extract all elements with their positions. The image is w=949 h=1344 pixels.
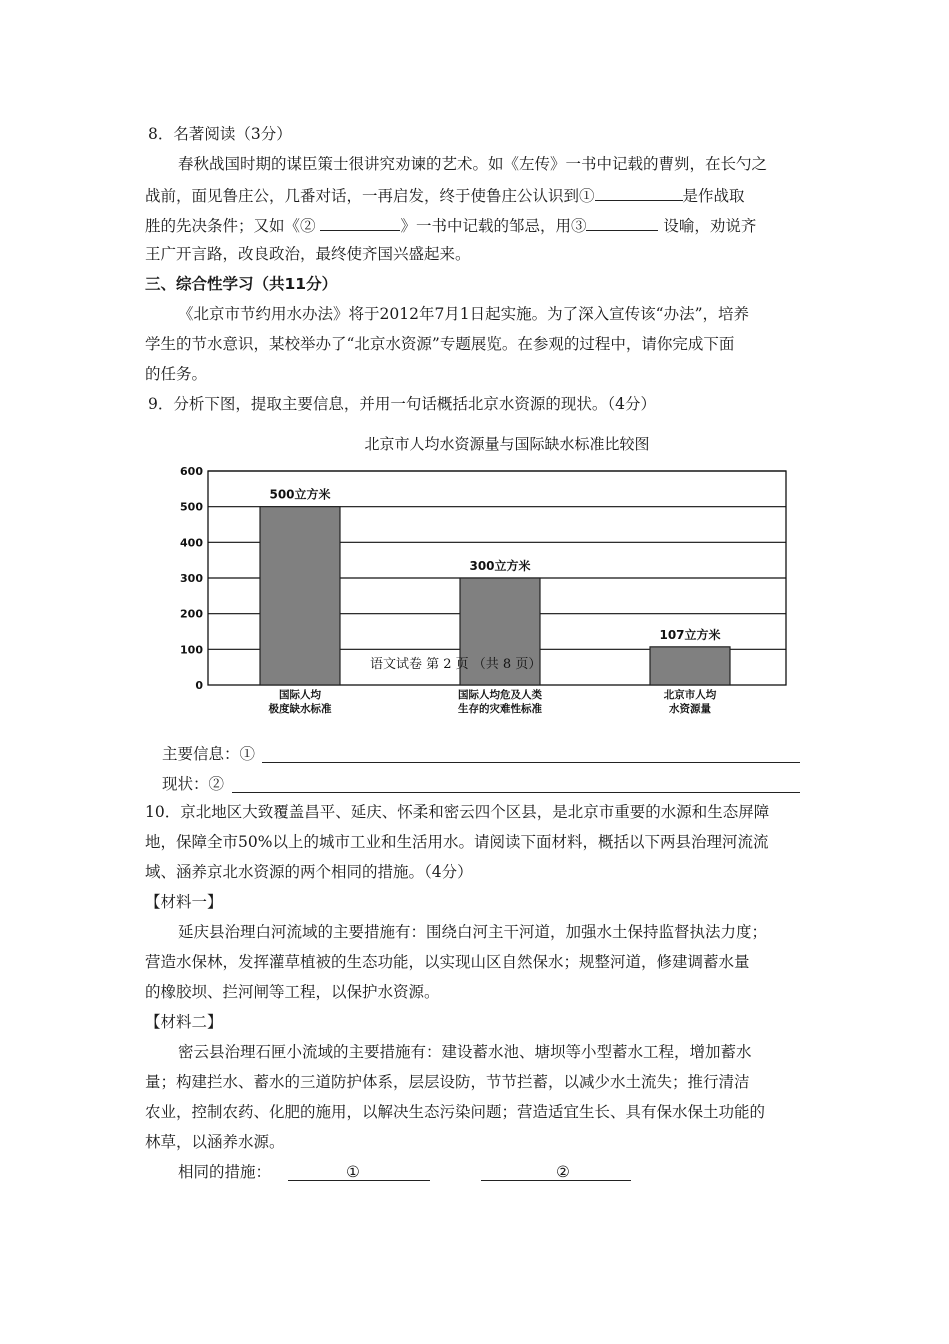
- y-tick-label-300: 300: [180, 572, 203, 585]
- x-tick-label-2-0: 北京市人均: [663, 689, 717, 701]
- y-tick-label-100: 100: [180, 643, 203, 657]
- chart-title: 北京市人均水资源量与国际缺水标准比较图: [364, 435, 650, 453]
- page-footer-overlay: 语文试卷 第 2 页 （共 8 页）: [370, 657, 542, 672]
- same-num-1: ①: [346, 1163, 360, 1181]
- m1-line-2: 营造水保林，发挥灌草植被的生态功能，以实现山区自然保水；规整河道，修建调蓄水量: [145, 953, 750, 971]
- info-answer-line[interactable]: [262, 762, 800, 763]
- m2-line-3: 农业，控制农药、化肥的施用，以解决生态污染问题；营造适宜生长、具有保水保土功能的: [145, 1103, 766, 1121]
- q8-line-2-text: 战前，面见鲁庄公，几番对话，一再启发，终于使鲁庄公认识到①: [145, 187, 595, 205]
- status-label: 现状：②: [162, 775, 225, 793]
- intro-line-1: 《北京市节约用水办法》将于2012年7月1日起实施。为了深入宣传该“办法”，培养: [178, 305, 750, 323]
- bar-2: [650, 647, 730, 685]
- water-chart: [160, 425, 800, 725]
- info-label: 主要信息：①: [162, 745, 256, 763]
- x-tick-label-1-0: 国际人均危及人类: [458, 689, 542, 701]
- x-tick-label-0-0: 国际人均: [279, 689, 321, 701]
- blank-1[interactable]: [595, 184, 683, 201]
- section3-heading: 三、综合性学习（共11分）: [145, 275, 338, 293]
- q9-heading: 9．分析下图，提取主要信息，并用一句话概括北京水资源的现状。（4分）: [148, 395, 656, 413]
- intro-line-2: 学生的节水意识，某校举办了“北京水资源”专题展览。在参观的过程中，请你完成下面: [145, 335, 735, 353]
- y-tick-label-0: 0: [195, 679, 203, 692]
- m2-line-1: 密云县治理石匣小流域的主要措施有：建设蓄水池、塘坝等小型蓄水工程，增加蓄水: [178, 1043, 752, 1061]
- m1-line-1: 延庆县治理白河流域的主要措施有：围绕白河主干河道，加强水土保持监督执法力度；: [178, 923, 768, 941]
- q8-line-3-mid: 》一书中记载的邹忌，用③: [400, 217, 587, 235]
- q10-line-1: 10．京北地区大致覆盖昌平、延庆、怀柔和密云四个区县，是北京市重要的水源和生态屏障: [145, 803, 770, 821]
- same-num-2: ②: [556, 1163, 570, 1181]
- q8-line-1: 春秋战国时期的谋臣策士很讲究劝谏的艺术。如《左传》一书中记载的曹刿，在长勺之: [178, 155, 768, 173]
- same-label: 相同的措施：: [178, 1163, 272, 1181]
- q8-line-2-tail: 是作战取: [682, 187, 745, 205]
- q8-line-3-tail: 设喻，劝说齐: [663, 217, 757, 235]
- data-label-1: 300立方米: [469, 559, 531, 573]
- y-tick-label-200: 200: [180, 607, 203, 621]
- q8-line-3-text: 胜的先决条件；又如《②: [145, 217, 316, 235]
- m1-label: 【材料一】: [145, 893, 223, 911]
- q8-line-4: 王广开言路，改良政治，最终使齐国兴盛起来。: [145, 245, 471, 263]
- x-tick-label-2-1: 水资源量: [669, 703, 711, 715]
- q8-line-3: [145, 214, 756, 236]
- m2-line-4: 林草，以涵养水源。: [145, 1133, 285, 1151]
- x-tick-label-1-1: 生存的灾难性标准: [458, 703, 542, 715]
- m2-label: 【材料二】: [145, 1013, 223, 1031]
- status-answer-line[interactable]: [232, 792, 800, 793]
- data-label-2: 107立方米: [659, 627, 721, 642]
- m1-line-3: 的橡胶坝、拦河闸等工程，以保护水资源。: [145, 983, 440, 1001]
- q10-line-3: 域、涵养京北水资源的两个相同的措施。（4分）: [145, 863, 473, 881]
- q10-line-2: 地，保障全市50%以上的城市工业和生活用水。请阅读下面材料，概括以下两县治理河流流: [145, 833, 769, 851]
- q8-heading: 8．名著阅读（3分）: [148, 125, 292, 143]
- data-label-0: 500立方米: [269, 487, 331, 502]
- y-tick-label-500: 500: [180, 500, 203, 514]
- y-tick-label-600: 600: [180, 465, 203, 478]
- bar-0: [260, 507, 340, 685]
- x-tick-label-0-1: 极度缺水标准: [268, 703, 332, 715]
- y-tick-label-400: 400: [180, 536, 203, 550]
- q8-line-2: [145, 184, 745, 206]
- m2-line-2: 量；构建拦水、蓄水的三道防护体系，层层设防，节节拦蓄，以减少水土流失；推行清洁: [145, 1073, 750, 1091]
- blank-2[interactable]: [320, 214, 400, 231]
- intro-line-3: 的任务。: [145, 365, 208, 383]
- blank-3[interactable]: [586, 214, 658, 231]
